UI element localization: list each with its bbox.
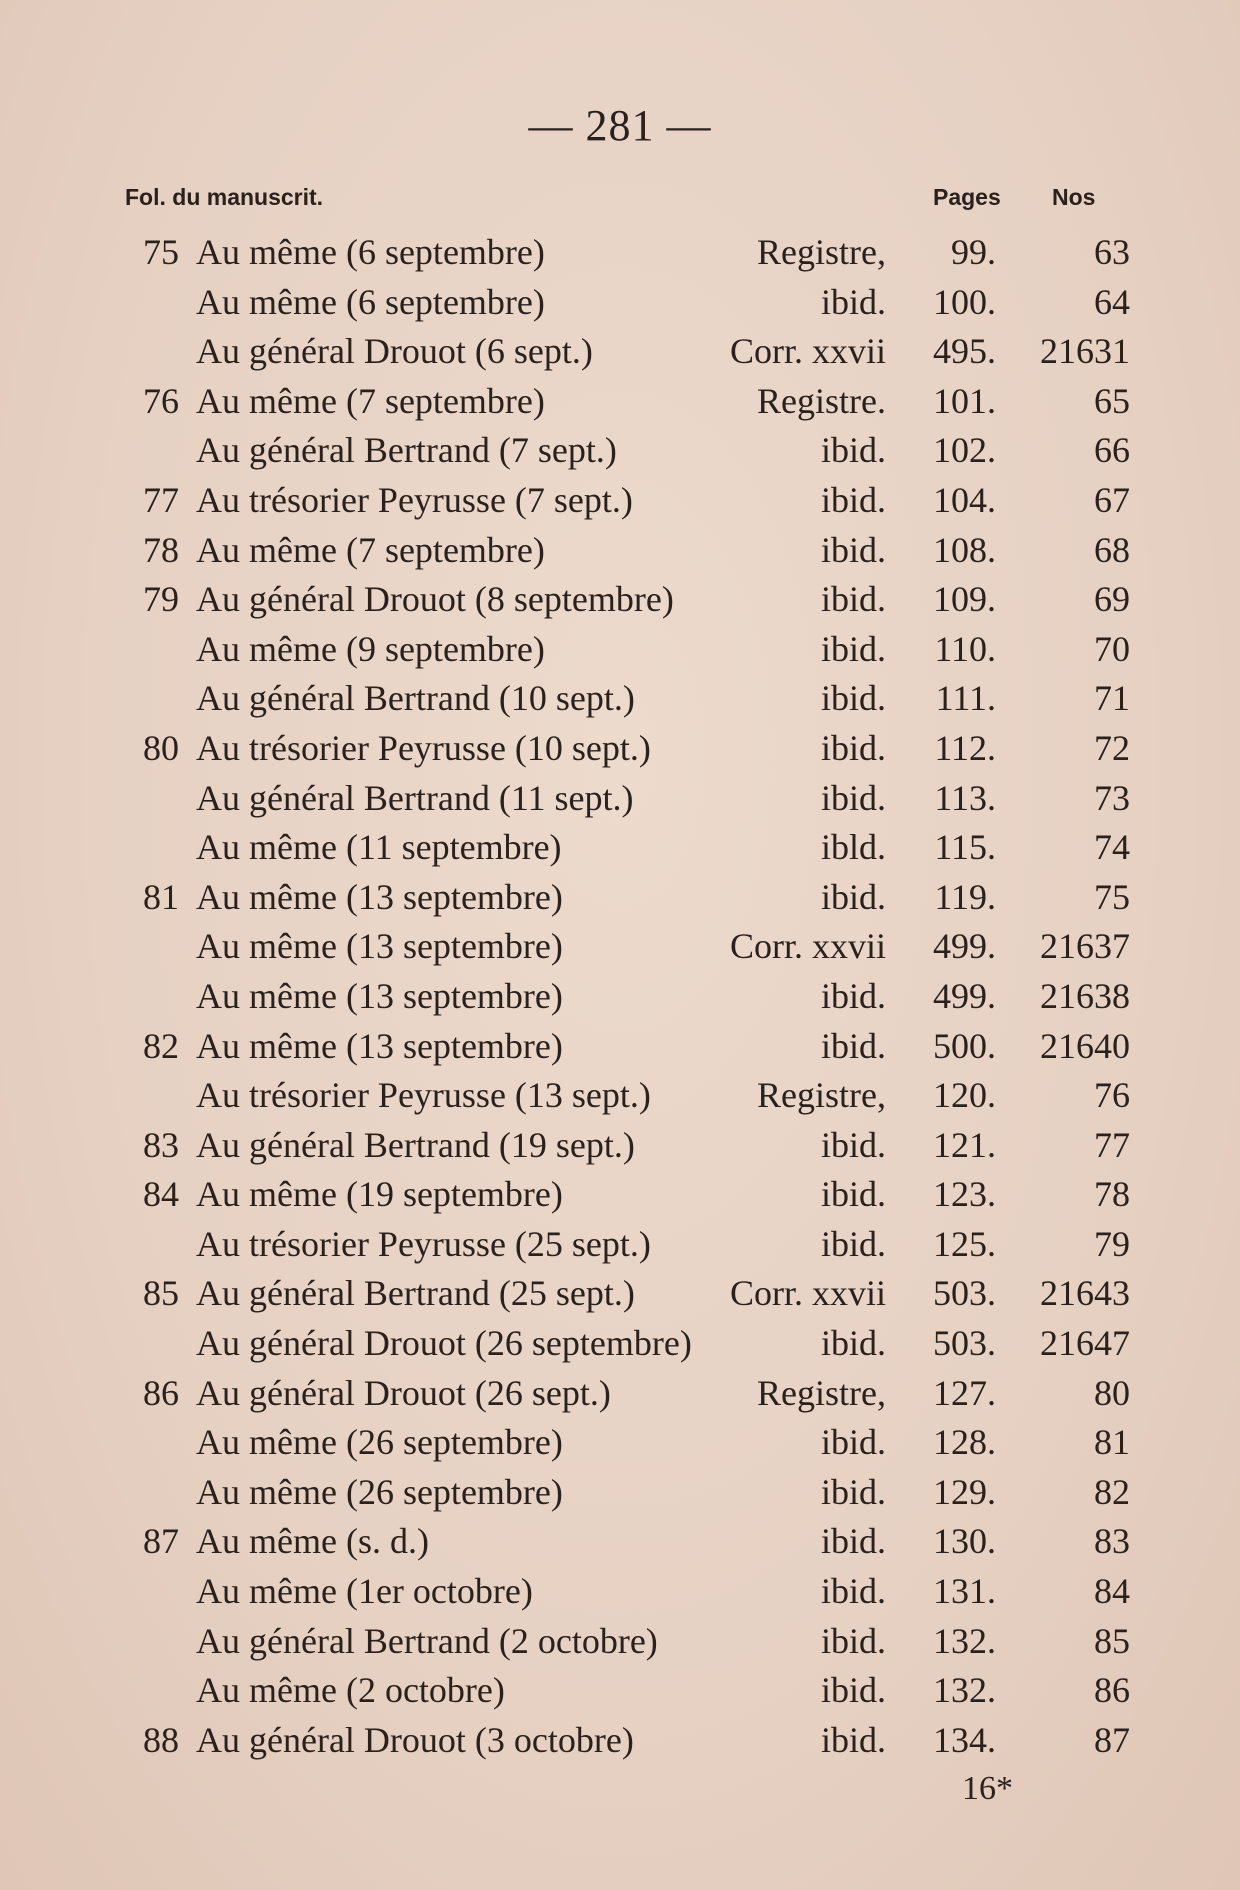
source-reference: ibid. — [820, 281, 886, 322]
letter-entry: Au même (13 septembre) — [196, 876, 563, 917]
source-reference: ibid. — [820, 1124, 886, 1165]
letter-number: 21640 — [1040, 1025, 1130, 1066]
source-reference: ibid. — [820, 628, 886, 669]
page-reference: 110. — [934, 628, 996, 669]
table-row — [0, 426, 1240, 476]
table-row — [0, 1666, 1240, 1716]
letter-entry: Au même (13 septembre) — [196, 975, 563, 1016]
table-row — [0, 1517, 1240, 1567]
source-reference: ibid. — [820, 1223, 886, 1264]
letter-number: 72 — [1094, 727, 1130, 768]
page-reference: 115. — [934, 827, 996, 868]
table-row — [0, 1716, 1240, 1766]
folio-number: 78 — [143, 529, 179, 570]
table-row — [0, 1170, 1240, 1220]
page-reference: 130. — [933, 1521, 996, 1562]
letter-number: 21647 — [1040, 1323, 1130, 1364]
header-folio: Fol. du manuscrit. — [125, 184, 324, 210]
table-row — [0, 1071, 1240, 1121]
source-reference: ibid. — [820, 1571, 886, 1612]
source-reference: Registre, — [757, 1372, 886, 1413]
page-reference: 132. — [933, 1620, 996, 1661]
letter-entry: Au général Drouot (26 sept.) — [196, 1372, 611, 1413]
page-reference: 123. — [933, 1174, 996, 1215]
source-reference: Corr. xxvii — [729, 1273, 886, 1314]
letter-number: 76 — [1094, 1075, 1130, 1116]
page-reference: 108. — [933, 529, 996, 570]
source-reference: ibid. — [820, 430, 886, 471]
folio-number: 87 — [143, 1521, 179, 1562]
folio-number: 80 — [143, 727, 179, 768]
letter-number: 63 — [1094, 232, 1130, 272]
page-reference: 100. — [933, 281, 996, 322]
page-reference: 132. — [933, 1670, 996, 1711]
source-reference: ibid. — [820, 1471, 886, 1512]
page-reference: 121. — [933, 1124, 996, 1165]
letter-number: 21643 — [1040, 1273, 1130, 1314]
table-row — [0, 1319, 1240, 1369]
letter-number: 67 — [1094, 479, 1130, 520]
table-row — [0, 674, 1240, 724]
letter-number: 66 — [1094, 430, 1130, 471]
table-row — [0, 1468, 1240, 1518]
table-row — [0, 575, 1240, 625]
letter-number: 68 — [1094, 529, 1130, 570]
table-row — [0, 1567, 1240, 1617]
table-row — [0, 1220, 1240, 1270]
folio-number: 83 — [143, 1124, 179, 1165]
page-reference: 111. — [935, 678, 996, 719]
folio-number: 77 — [143, 479, 179, 520]
page-reference: 495. — [933, 331, 996, 372]
letter-number: 81 — [1094, 1422, 1130, 1463]
page-reference: 128. — [933, 1422, 996, 1463]
letter-number: 69 — [1094, 579, 1130, 620]
letter-entry: Au général Bertrand (19 sept.) — [196, 1124, 635, 1165]
letter-entry: Au même (7 septembre) — [196, 529, 545, 570]
source-reference: Corr. xxvii — [729, 331, 886, 372]
folio-number: 88 — [143, 1719, 179, 1760]
letter-number: 21638 — [1040, 975, 1130, 1016]
letter-number: 82 — [1094, 1471, 1130, 1512]
page-reference: 131. — [933, 1571, 996, 1612]
letter-entry: Au même (7 septembre) — [196, 380, 545, 421]
letter-entry: Au général Bertrand (25 sept.) — [196, 1273, 635, 1314]
page-number: — 281 — — [528, 101, 712, 150]
letter-number: 80 — [1094, 1372, 1130, 1413]
header-numbers: Nos — [1052, 184, 1096, 210]
page-reference: 499. — [933, 926, 996, 967]
page-reference: 127. — [933, 1372, 996, 1413]
letter-number: 77 — [1094, 1124, 1130, 1165]
table-row — [0, 774, 1240, 824]
letter-entry: Au même (6 septembre) — [196, 232, 545, 272]
letter-number: 75 — [1094, 876, 1130, 917]
table-row — [0, 1418, 1240, 1468]
letter-number: 21631 — [1040, 331, 1130, 372]
letter-entry: Au général Bertrand (11 sept.) — [196, 777, 634, 818]
letter-entry: Au général Drouot (8 septembre) — [196, 579, 674, 620]
table-row — [0, 526, 1240, 576]
letter-entry: Au général Bertrand (10 sept.) — [196, 678, 635, 719]
source-reference: Registre, — [757, 1075, 886, 1116]
letter-entry: Au trésorier Peyrusse (7 sept.) — [196, 479, 633, 520]
letter-number: 85 — [1094, 1620, 1130, 1661]
letter-number: 83 — [1094, 1521, 1130, 1562]
letter-entry: Au général Drouot (3 octobre) — [196, 1719, 634, 1760]
page-reference: 119. — [934, 876, 996, 917]
letter-entry: Au même (26 septembre) — [196, 1471, 563, 1512]
source-reference: ibid. — [820, 1422, 886, 1463]
letter-entry: Au même (26 septembre) — [196, 1422, 563, 1463]
page-reference: 101. — [933, 380, 996, 421]
folio-number: 86 — [143, 1372, 179, 1413]
letter-index-table — [0, 228, 1240, 1765]
source-reference: ibid. — [820, 1174, 886, 1215]
table-row — [0, 625, 1240, 675]
source-reference: Registre, — [757, 232, 886, 272]
letter-entry: Au même (s. d.) — [196, 1521, 429, 1562]
letter-number: 79 — [1094, 1223, 1130, 1264]
folio-number: 75 — [143, 232, 179, 272]
letter-number: 65 — [1094, 380, 1130, 421]
letter-entry: Au même (13 septembre) — [196, 926, 563, 967]
table-row — [0, 823, 1240, 873]
page-reference: 503. — [933, 1323, 996, 1364]
letter-number: 71 — [1094, 678, 1130, 719]
header-pages: Pages — [933, 184, 1001, 210]
source-reference: ibid. — [820, 975, 886, 1016]
source-reference: ibid. — [820, 777, 886, 818]
letter-entry: Au trésorier Peyrusse (25 sept.) — [196, 1223, 651, 1264]
letter-number: 70 — [1094, 628, 1130, 669]
page-reference: 109. — [933, 579, 996, 620]
letter-entry: Au même (11 septembre) — [196, 827, 562, 868]
signature-mark: 16* — [962, 1770, 1013, 1807]
folio-number: 82 — [143, 1025, 179, 1066]
page-reference: 499. — [933, 975, 996, 1016]
source-reference: ibid. — [820, 1719, 886, 1760]
letter-entry: Au général Drouot (26 septembre) — [196, 1323, 692, 1364]
table-row — [0, 1269, 1240, 1319]
source-reference: ibid. — [820, 1521, 886, 1562]
table-row — [0, 1022, 1240, 1072]
letter-number: 74 — [1094, 827, 1130, 868]
source-reference: ibid. — [820, 1323, 886, 1364]
page-reference: 102. — [933, 430, 996, 471]
page-reference: 99. — [951, 232, 996, 272]
letter-number: 87 — [1094, 1719, 1130, 1760]
source-reference: ibid. — [820, 876, 886, 917]
source-reference: ibld. — [820, 827, 886, 868]
source-reference: ibid. — [820, 579, 886, 620]
page-reference: 113. — [934, 777, 996, 818]
folio-number: 81 — [143, 876, 179, 917]
table-row — [0, 1121, 1240, 1171]
letter-entry: Au trésorier Peyrusse (10 sept.) — [196, 727, 651, 768]
page-reference: 120. — [933, 1075, 996, 1116]
folio-number: 76 — [143, 380, 179, 421]
table-row — [0, 228, 1240, 278]
table-row — [0, 1617, 1240, 1667]
letter-number: 78 — [1094, 1174, 1130, 1215]
page-reference: 503. — [933, 1273, 996, 1314]
page-reference: 112. — [934, 727, 996, 768]
page-reference: 125. — [933, 1223, 996, 1264]
table-row — [0, 476, 1240, 526]
letter-entry: Au général Bertrand (7 sept.) — [196, 430, 617, 471]
folio-number: 85 — [143, 1273, 179, 1314]
letter-number: 64 — [1094, 281, 1130, 322]
table-row — [0, 327, 1240, 377]
source-reference: ibid. — [820, 479, 886, 520]
letter-entry: Au trésorier Peyrusse (13 sept.) — [196, 1075, 651, 1116]
letter-entry: Au même (9 septembre) — [196, 628, 545, 669]
folio-number: 84 — [143, 1174, 179, 1215]
letter-number: 86 — [1094, 1670, 1130, 1711]
letter-entry: Au général Bertrand (2 octobre) — [196, 1620, 658, 1661]
source-reference: Corr. xxvii — [729, 926, 886, 967]
table-row — [0, 972, 1240, 1022]
source-reference: ibid. — [820, 1620, 886, 1661]
source-reference: ibid. — [820, 529, 886, 570]
table-row — [0, 922, 1240, 972]
letter-number: 21637 — [1040, 926, 1130, 967]
page-reference: 104. — [933, 479, 996, 520]
letter-entry: Au même (13 septembre) — [196, 1025, 563, 1066]
source-reference: ibid. — [820, 727, 886, 768]
table-row — [0, 377, 1240, 427]
letter-number: 73 — [1094, 777, 1130, 818]
page-reference: 500. — [933, 1025, 996, 1066]
letter-entry: Au général Drouot (6 sept.) — [196, 331, 593, 372]
source-reference: ibid. — [820, 678, 886, 719]
table-row — [0, 278, 1240, 328]
page-reference: 134. — [933, 1719, 996, 1760]
source-reference: ibid. — [820, 1025, 886, 1066]
source-reference: Registre. — [757, 380, 886, 421]
source-reference: ibid. — [820, 1670, 886, 1711]
table-row — [0, 724, 1240, 774]
folio-number: 79 — [143, 579, 179, 620]
letter-number: 84 — [1094, 1571, 1130, 1612]
letter-entry: Au même (6 septembre) — [196, 281, 545, 322]
table-row — [0, 1369, 1240, 1419]
letter-entry: Au même (2 octobre) — [196, 1670, 505, 1711]
table-row — [0, 873, 1240, 923]
page-reference: 129. — [933, 1471, 996, 1512]
letter-entry: Au même (1er octobre) — [196, 1571, 533, 1612]
letter-entry: Au même (19 septembre) — [196, 1174, 563, 1215]
